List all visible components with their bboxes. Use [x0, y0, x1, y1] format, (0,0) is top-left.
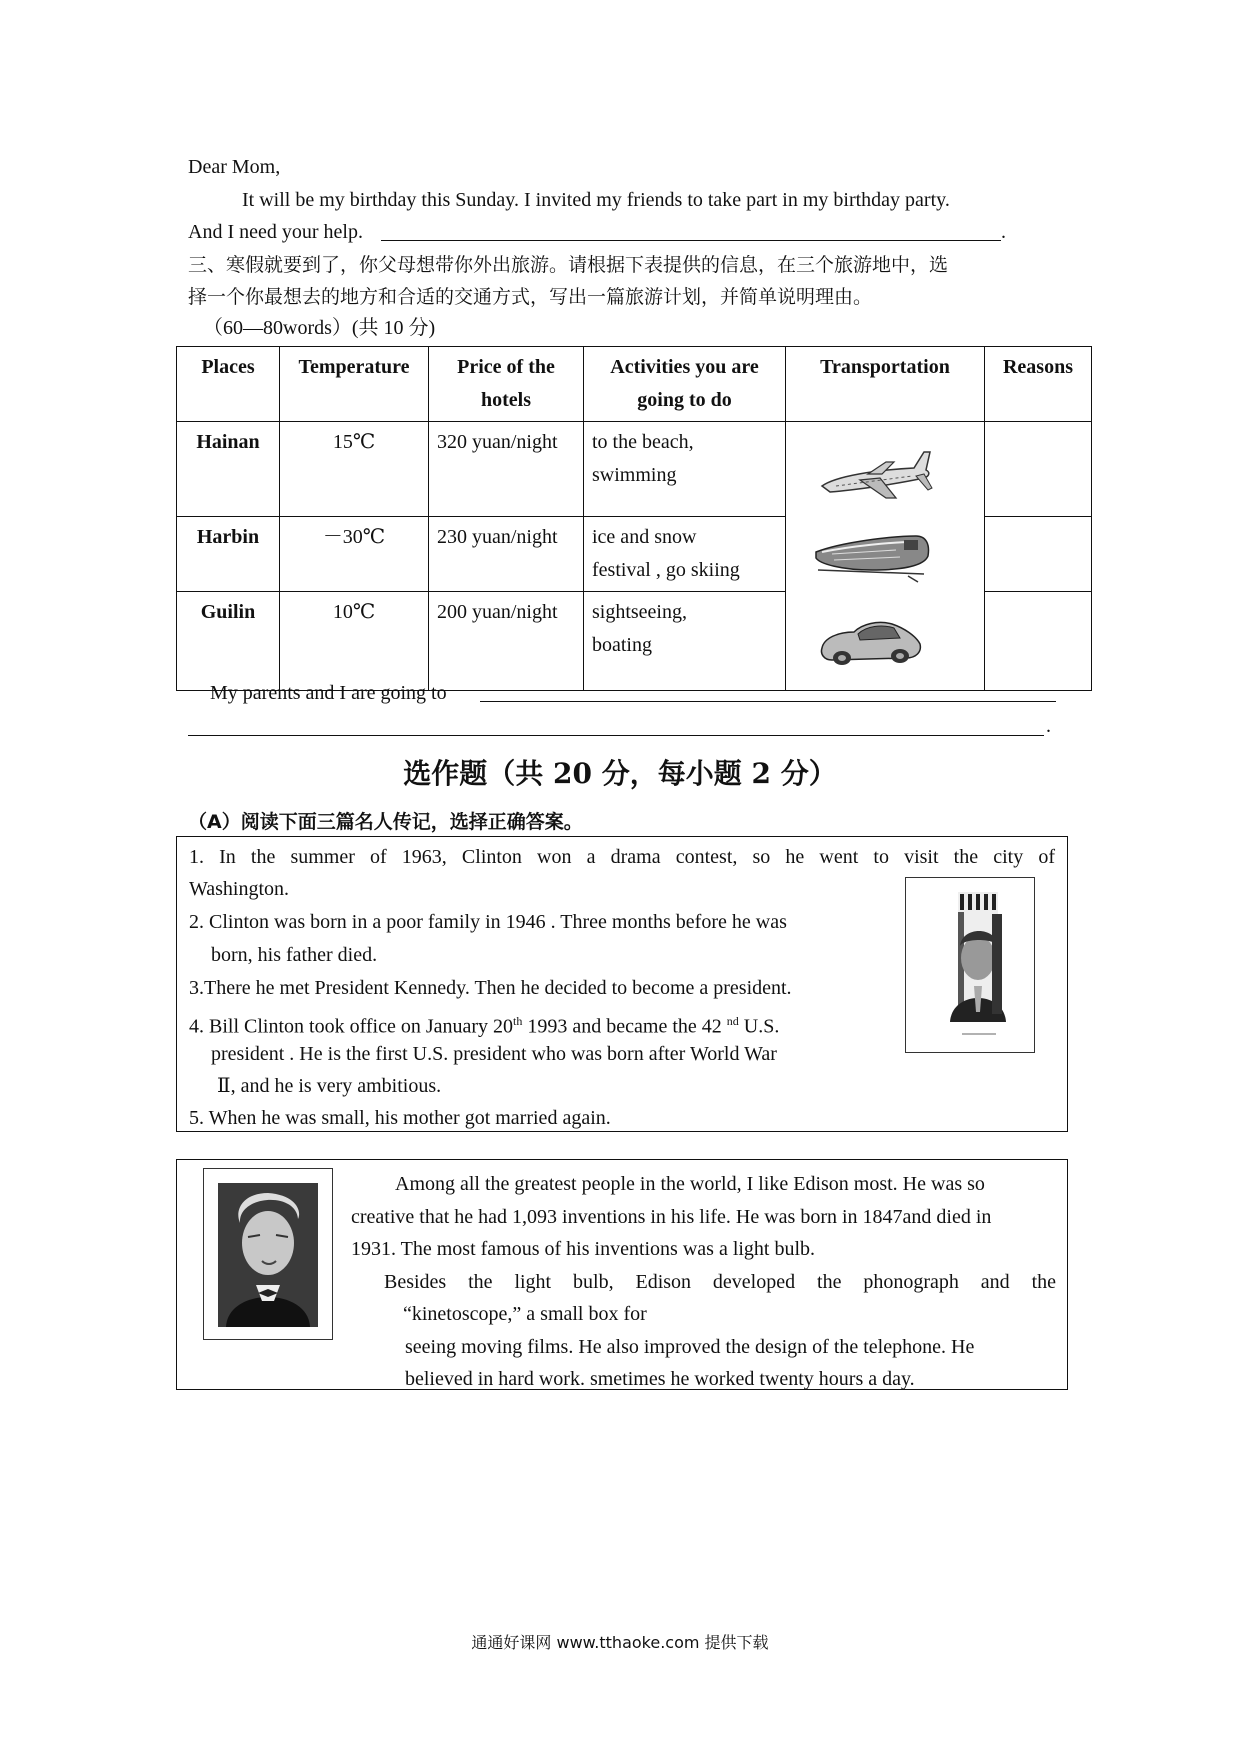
clinton-sentence-4a-post: U.S. — [738, 1015, 780, 1038]
task3-line-1: 三、寒假就要到了，你父母想带你外出旅游。请根据下表提供的信息，在三个旅游地中，选 — [188, 254, 949, 276]
header-places: Places — [177, 347, 280, 422]
header-activities — [584, 347, 786, 422]
activity-line: to the beach, — [592, 431, 694, 453]
activity-line: ice and snow — [592, 526, 697, 548]
clinton-sentence-2b: born, his father died. — [211, 944, 378, 966]
letter-line-2-end: . — [1001, 221, 1006, 243]
section-title: 选作题（共 20 分，每小题 2 分） — [403, 757, 837, 790]
edison-box — [176, 1159, 1068, 1390]
clinton-sentence-1a: 1. In the summer of 1963, Clinton won a drama contest, so he went to visit the city of — [189, 846, 1055, 868]
edison-line-4: Besides the light bulb, Edison developed the phonograph and the — [384, 1271, 1056, 1293]
plan-end: . — [1046, 715, 1051, 737]
plan-start: My parents and I are going to — [210, 682, 447, 704]
ordinal-suffix: th — [513, 1014, 523, 1028]
header-price — [429, 347, 584, 422]
clinton-photo — [905, 877, 1035, 1053]
temperature-cell: 10℃ — [280, 592, 429, 691]
activity-cell — [584, 422, 786, 517]
plan-answer-line-2[interactable] — [188, 735, 1044, 736]
letter-answer-line[interactable] — [381, 240, 1001, 241]
reason-cell[interactable] — [985, 592, 1092, 691]
plan-answer-line-1[interactable] — [480, 701, 1056, 702]
airplane-icon — [816, 440, 936, 510]
header-activities-line1: Activities you are — [610, 356, 759, 378]
activity-line: sightseeing, — [592, 601, 687, 623]
clinton-box — [176, 836, 1068, 1132]
edison-line-2: creative that he had 1,093 inventions in his life. He was born in 1847and died in — [351, 1206, 992, 1228]
activity-line: boating — [592, 634, 652, 656]
activity-line: festival , go skiing — [592, 559, 740, 581]
temperature-cell: －30℃ — [280, 517, 429, 592]
table-header-row — [177, 347, 1092, 422]
header-temperature: Temperature — [280, 347, 429, 422]
clinton-sentence-1b: Washington. — [189, 878, 290, 900]
clinton-sentence-4b: president . He is the first U.S. president who was born after World War — [211, 1043, 777, 1065]
clinton-sentence-3: 3.There he met President Kennedy. Then he decided to become a president. — [189, 977, 792, 999]
price-cell: 230 yuan/night — [429, 517, 584, 592]
letter-salutation: Dear Mom, — [188, 156, 281, 178]
place-cell: Hainan — [177, 422, 280, 517]
edison-line-6: seeing moving films. He also improved the design of the telephone. He — [405, 1336, 975, 1358]
edison-portrait-image — [204, 1169, 332, 1339]
place-cell: Guilin — [177, 592, 280, 691]
header-reasons: Reasons — [985, 347, 1092, 422]
clinton-sentence-5: 5. When he was small, his mother got married again. — [189, 1107, 611, 1129]
edison-line-1: Among all the greatest people in the world, I like Edison most. He was so — [395, 1173, 985, 1195]
table-row — [177, 422, 1092, 517]
edison-line-7: believed in hard work. smetimes he worked twenty hours a day. — [405, 1368, 915, 1390]
edison-photo — [203, 1168, 333, 1340]
edison-line-3: 1931. The most famous of his inventions was a light bulb. — [351, 1238, 816, 1260]
task3-line-3: （60—80words）(共 10 分) — [203, 317, 436, 339]
header-activities-line2: going to do — [637, 389, 732, 411]
car-icon — [816, 610, 926, 672]
place-cell: Harbin — [177, 517, 280, 592]
section-subtitle: （A）阅读下面三篇名人传记，选择正确答案。 — [188, 811, 583, 833]
clinton-sentence-4c: Ⅱ, and he is very ambitious. — [217, 1075, 442, 1097]
header-price-line1: Price of the — [457, 356, 555, 378]
letter-line-2: And I need your help. — [188, 221, 363, 243]
page-footer: 通通好课网 www.tthaoke.com 提供下载 — [471, 1633, 769, 1652]
reason-cell[interactable] — [985, 517, 1092, 592]
clinton-sentence-4a-mid: 1993 and became the 42 — [522, 1015, 727, 1038]
clinton-sentence-2a: 2. Clinton was born in a poor family in 1946 . Three months before he was — [189, 911, 787, 933]
activity-cell — [584, 592, 786, 691]
train-icon — [812, 524, 932, 586]
task3-line-2: 择一个你最想去的地方和合适的交通方式，写出一篇旅游计划，并简单说明理由。 — [188, 286, 873, 308]
reason-cell[interactable] — [985, 422, 1092, 517]
clinton-portrait-image — [906, 878, 1034, 1052]
header-price-line2: hotels — [481, 389, 531, 411]
temperature-cell: 15℃ — [280, 422, 429, 517]
edison-line-5: “kinetoscope,” a small box for — [403, 1303, 647, 1325]
transportation-cell — [786, 422, 985, 691]
header-transportation: Transportation — [786, 347, 985, 422]
clinton-sentence-4a-pre: 4. Bill Clinton took office on January 20 — [189, 1015, 514, 1038]
letter-line-1: It will be my birthday this Sunday. I invited my friends to take part in my birthday party. — [242, 189, 950, 211]
activity-line: swimming — [592, 464, 677, 486]
price-cell: 200 yuan/night — [429, 592, 584, 691]
ordinal-suffix: nd — [726, 1014, 739, 1028]
travel-table — [176, 346, 1092, 691]
activity-cell — [584, 517, 786, 592]
price-cell: 320 yuan/night — [429, 422, 584, 517]
